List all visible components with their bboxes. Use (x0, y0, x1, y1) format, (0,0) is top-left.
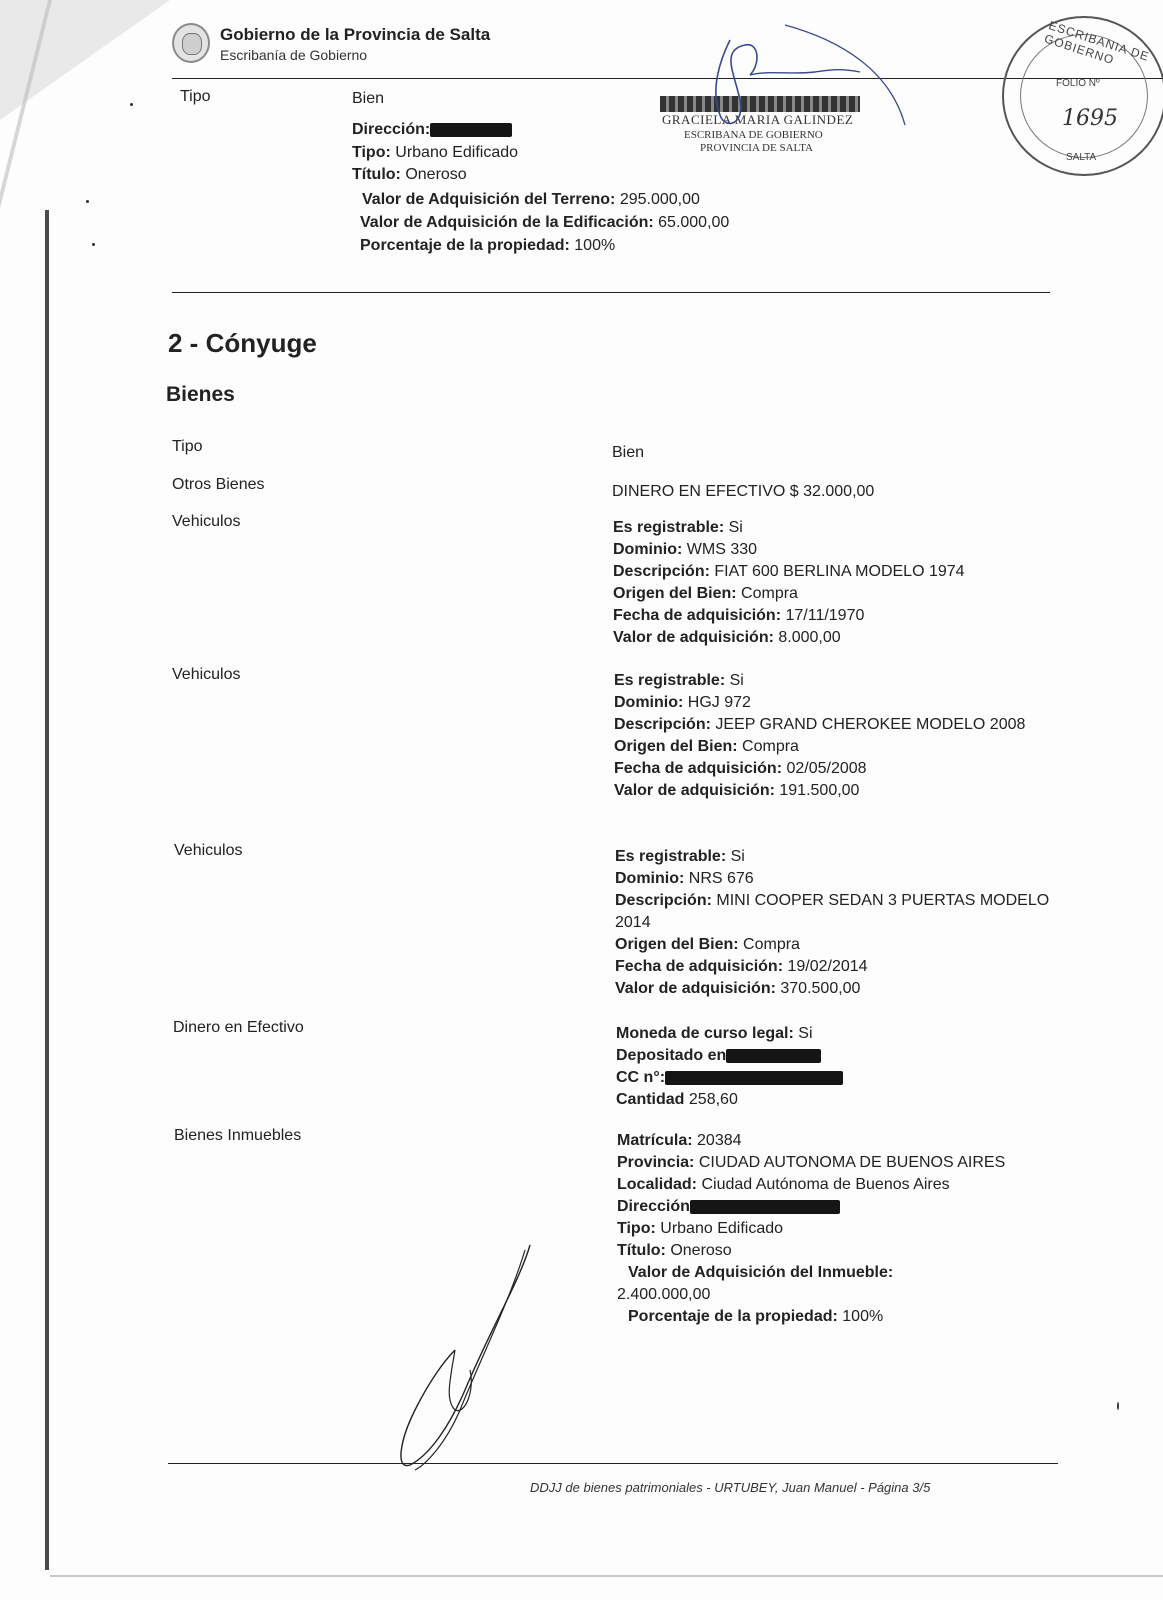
vehiculo-2-details: Es registrable: Si Dominio: HGJ 972 Descripción: JEEP GRAND CHEROKEE MODELO 2008 Origen del Bien: Compra Fecha de adquisición: 02/05/2008 Valor de adquisición: 191.500,00 (614, 672, 1026, 799)
top-tipo: Tipo: Urbano Edificado (352, 144, 519, 161)
vehiculo-3-details: Es registrable: Si Dominio: NRS 676 Descripción: MINI COOPER SEDAN 3 PUERTAS MODELO 2014 Origen del Bien: Compra Fecha de adquisición: 19/02/2014 Valor de adquisición: 370.500,00 (615, 848, 1050, 997)
vehiculo-1-label: Vehiculos (172, 513, 241, 530)
top-titulo: Título: Oneroso (352, 166, 467, 183)
page-footer: DDJJ de bienes patrimoniales - URTUBEY, Juan Manuel - Página 3/5 (530, 1480, 931, 1495)
col-tipo: Tipo (172, 438, 203, 455)
declarant-signature (370, 1240, 550, 1480)
inmuebles-details: Matrícula: 20384 Provincia: CIUDAD AUTONOMA DE BUENOS AIRES Localidad: Ciudad Autónoma de Buenos Aires Dirección Tipo: Urbano Edificado Título: Oneroso Valor de Adquisición del Inmueble: 2.400.000,00 Porcentaje de la propiedad: 100% (617, 1132, 1006, 1325)
dinero-details: Moneda de curso legal: Si Depositado en CC n°: Cantidad 258,60 (616, 1023, 843, 1111)
col-bien: Bien (612, 444, 645, 461)
top-direccion: Dirección: (352, 119, 512, 141)
section-title: 2 - Cónyuge (168, 328, 317, 358)
notary-province: PROVINCIA DE SALTA (700, 142, 814, 154)
top-valor-edificacion: Valor de Adquisición de la Edificación: 65.000,00 (360, 214, 730, 231)
otros-bienes-label: Otros Bienes (172, 476, 265, 493)
letterhead (172, 20, 692, 72)
folio-stamp-bottom-text: SALTA (1066, 152, 1097, 163)
otros-bienes-value: DINERO EN EFECTIVO $ 32.000,00 (612, 483, 875, 500)
top-valor-terreno: Valor de Adquisición del Terreno: 295.000,00 (362, 191, 700, 208)
scan-speck (92, 243, 95, 246)
province-seal-icon (172, 23, 210, 63)
footer-rule (168, 1463, 1058, 1464)
vehiculo-3-label: Vehiculos (174, 842, 243, 859)
vehiculo-1-details: Es registrable: Si Dominio: WMS 330 Descripción: FIAT 600 BERLINA MODELO 1974 Origen del Bien: Compra Fecha de adquisición: 17/11/1970 Valor de adquisición: 8.000,00 (613, 519, 965, 646)
folio-label: FOLIO Nº (1056, 78, 1100, 89)
government-title: Gobierno de la Provincia de Salta (220, 25, 491, 44)
redacted-address (430, 123, 512, 137)
top-col-bien: Bien (352, 90, 385, 107)
notary-signature (690, 20, 920, 160)
redacted-bank (726, 1049, 821, 1063)
scan-speck (1117, 1402, 1119, 1410)
subsection-title: Bienes (166, 383, 235, 406)
notary-role: ESCRIBANA DE GOBIERNO (684, 129, 823, 141)
notary-name: GRACIELA MARIA GALINDEZ (662, 112, 854, 127)
scan-bottom-edge (50, 1575, 1163, 1577)
folio-stamp-top-text: ESCRIBANIA DE GOBIERNO (1042, 18, 1152, 68)
top-col-tipo: Tipo (180, 88, 211, 105)
inmuebles-label: Bienes Inmuebles (174, 1127, 302, 1144)
folio-stamp (1002, 16, 1163, 176)
dinero-label: Dinero en Efectivo (173, 1019, 304, 1036)
office-subtitle: Escribanía de Gobierno (220, 47, 368, 63)
redacted-address-2 (690, 1200, 840, 1214)
section-rule (172, 292, 1050, 293)
scan-edge (45, 210, 49, 1570)
redacted-account (665, 1071, 843, 1085)
scan-speck (130, 103, 133, 106)
scan-speck (86, 200, 89, 203)
top-porcentaje: Porcentaje de la propiedad: 100% (360, 237, 616, 254)
folio-number: 1695 (1062, 106, 1118, 131)
vehiculo-2-label: Vehiculos (172, 666, 241, 683)
